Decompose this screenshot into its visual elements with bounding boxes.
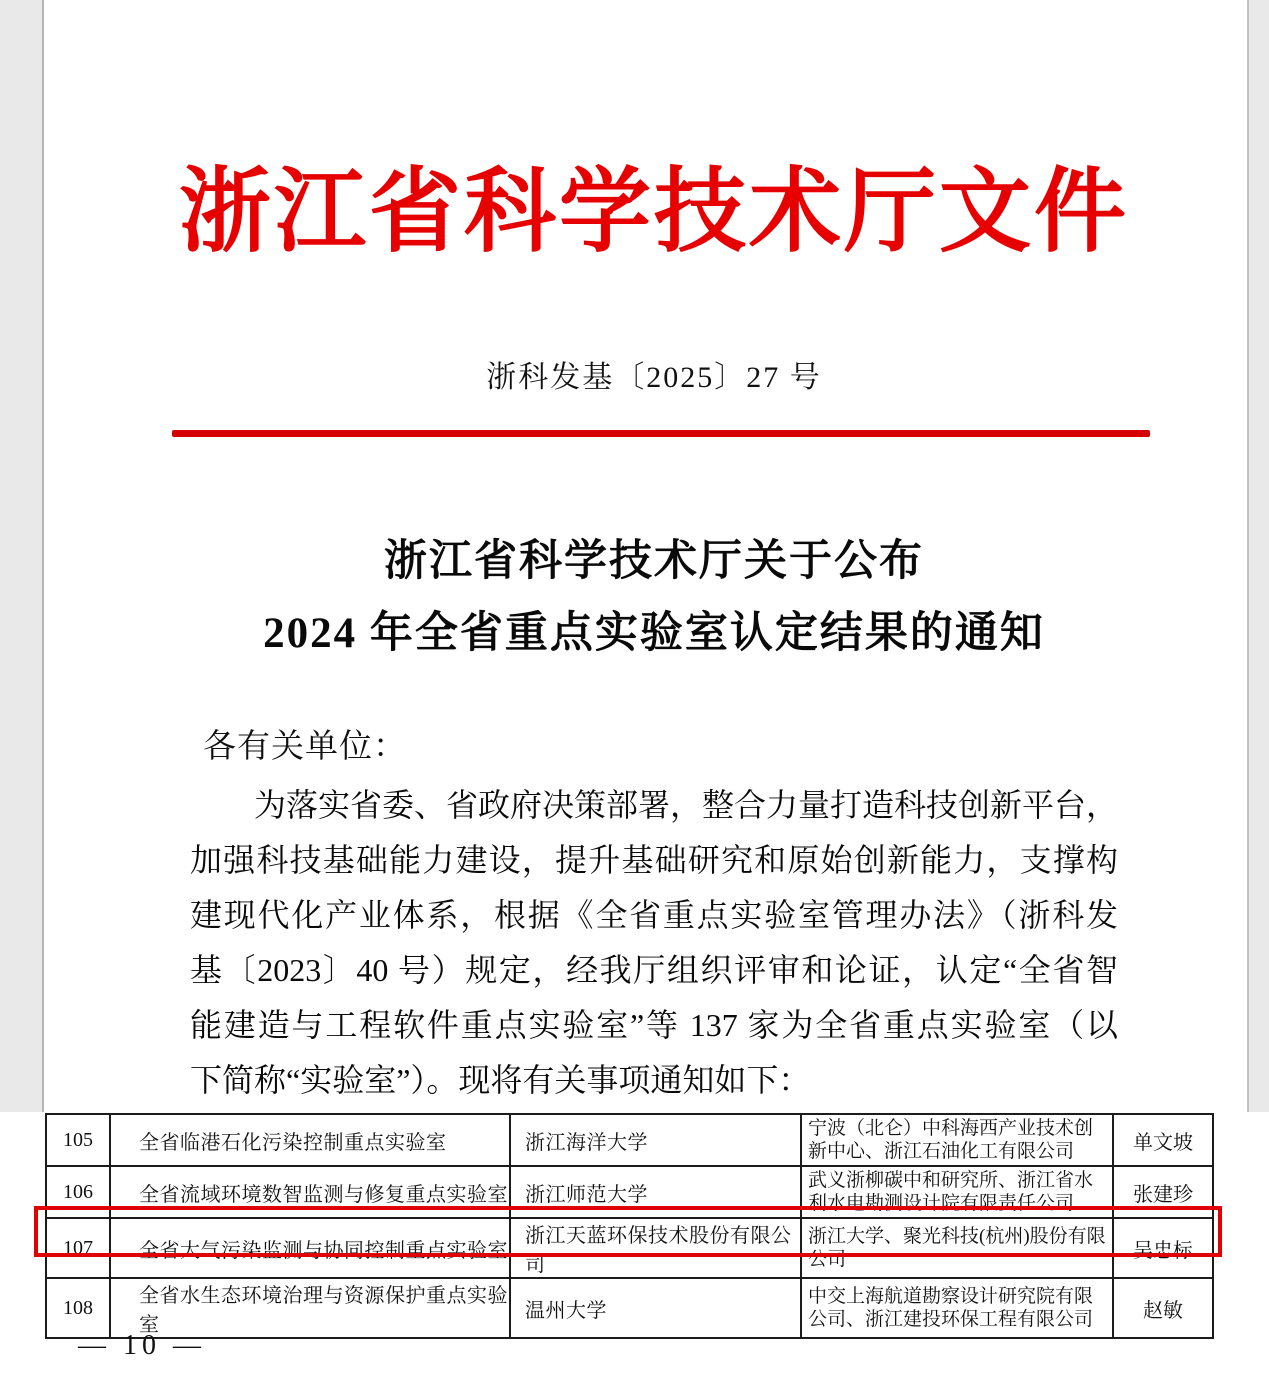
row-number-cell: 105	[46, 1114, 110, 1166]
lab-name-cell: 全省水生态环境治理与资源保护重点实验室	[110, 1278, 510, 1338]
lab-table	[45, 1113, 1214, 1339]
director-cell: 吴忠标	[1113, 1218, 1213, 1278]
lab-name-cell: 全省流域环境数智监测与修复重点实验室	[110, 1166, 510, 1218]
body-line: 下简称“实验室”）。现将有关事项通知如下：	[190, 1062, 811, 1098]
body-line: 能建造与工程软件重点实验室”等 137 家为全省重点实验室（以	[190, 1007, 1118, 1043]
table-row-107-highlighted	[46, 1218, 1213, 1278]
partner-org-cell: 宁波（北仑）中科海西产业技术创新中心、浙江石油化工有限公司	[801, 1114, 1113, 1166]
lab-name-cell: 全省临港石化污染控制重点实验室	[110, 1114, 510, 1166]
host-org-cell: 温州大学	[510, 1278, 801, 1338]
subject-line-1: 浙江省科学技术厅关于公布	[384, 538, 924, 585]
director-cell: 单文坡	[1113, 1114, 1213, 1166]
director-cell: 赵敏	[1113, 1278, 1213, 1338]
body-line: 建现代化产业体系，根据《全省重点实验室管理办法》（浙科发	[190, 897, 1118, 933]
partner-org-cell: 武义浙柳碳中和研究所、浙江省水利水电勘测设计院有限责任公司	[801, 1166, 1113, 1218]
row-number-cell: 106	[46, 1166, 110, 1218]
row-number-cell: 107	[46, 1218, 110, 1278]
row-number-cell: 108	[46, 1278, 110, 1338]
body-paragraph	[190, 778, 1118, 1108]
salutation: 各有关单位：	[203, 729, 407, 765]
page-scan-left-margin	[0, 0, 44, 1112]
partner-org-cell: 浙江大学、聚光科技(杭州)股份有限公司	[801, 1218, 1113, 1278]
partner-org-cell: 中交上海航道勘察设计研究院有限公司、浙江建投环保工程有限公司	[801, 1278, 1113, 1338]
host-org-cell: 浙江师范大学	[510, 1166, 801, 1218]
red-divider-line	[172, 430, 1150, 437]
table-row-105	[46, 1114, 1213, 1166]
notice-subject	[84, 526, 1224, 670]
body-line: 基〔2023〕40 号）规定，经我厅组织评审和论证，认定“全省智	[190, 952, 1118, 988]
body-line: 加强科技基础能力建设，提升基础研究和原始创新能力，支撑构	[190, 842, 1118, 878]
subject-line-2: 2024 年全省重点实验室认定结果的通知	[263, 610, 1045, 657]
lab-table-section	[45, 1113, 1212, 1339]
document-letterhead-title: 浙江省科学技术厅文件	[178, 161, 1129, 263]
director-cell: 张建珍	[1113, 1166, 1213, 1218]
page-scan-right-margin	[1247, 0, 1269, 1112]
table-row-106	[46, 1166, 1213, 1218]
body-line: 为落实省委、省政府决策部署，整合力量打造科技创新平台，	[254, 787, 1119, 823]
host-org-cell: 浙江天蓝环保技术股份有限公司	[510, 1218, 801, 1278]
lab-name-cell: 全省大气污染监测与协同控制重点实验室	[110, 1218, 510, 1278]
document-number: 浙科发基〔2025〕27 号	[486, 361, 822, 394]
page-number: — 10 —	[78, 1330, 206, 1361]
host-org-cell: 浙江海洋大学	[510, 1114, 801, 1166]
table-row-108	[46, 1278, 1213, 1338]
